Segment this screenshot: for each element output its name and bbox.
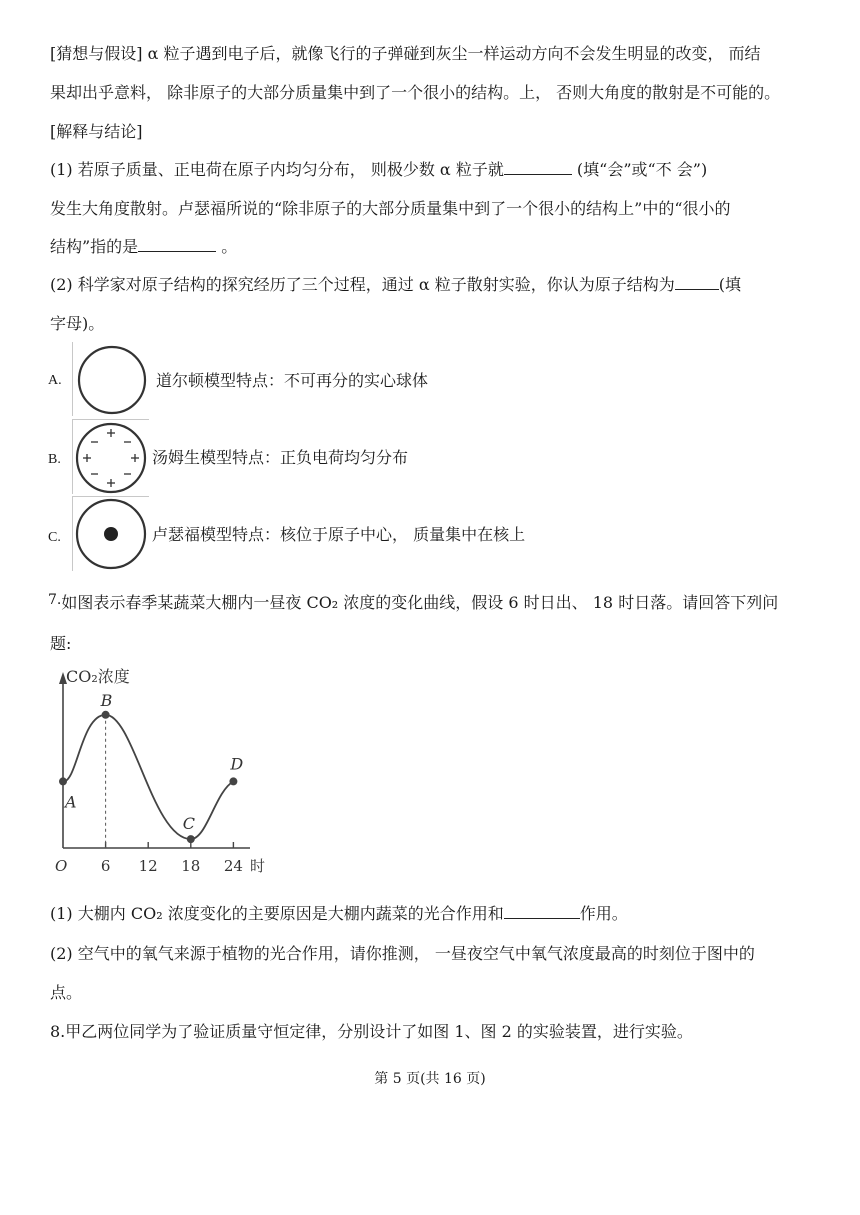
solid-sphere-model-icon xyxy=(72,342,149,416)
x-tick-label: 6 xyxy=(100,857,111,875)
x-tick-label: 24 xyxy=(223,857,243,875)
question-1-line-2: 发生大角度散射。卢瑟福所说的“除非原子的大部分质量集中到了一个很小的结构上”中的“很小的 xyxy=(50,199,731,218)
nuclear-model-icon xyxy=(72,496,149,571)
answer-blank-1[interactable] xyxy=(504,160,572,175)
co2-concentration-chart xyxy=(50,660,275,885)
question-2-line-1: (2) 科学家对原子结构的探究经历了三个过程，通过 α 粒子散射实验，你认为原子结构为 (填 xyxy=(50,275,741,294)
answer-blank-2[interactable] xyxy=(138,237,216,252)
question-7-2-line-2: 点。 xyxy=(50,983,83,1002)
question-7-line-2: 题: xyxy=(50,634,72,653)
answer-blank-4[interactable] xyxy=(504,904,580,919)
option-b-text: 汤姆生模型特点：正负电荷均匀分布 xyxy=(152,448,409,467)
option-a-letter: A. xyxy=(48,373,62,388)
question-7-number: 7. xyxy=(48,592,62,608)
question-7-line-1: 7.如图表示春季某蔬菜大棚内一昼夜 CO₂ 浓度的变化曲线，假设 6 时日出、 18 时日落。请回答下列问 xyxy=(48,592,779,612)
question-8-line: 8.甲乙两位同学为了验证质量守恒定律，分别设计了如图 1、图 2 的实验装置，进行实验。 xyxy=(50,1022,693,1041)
co2-curve xyxy=(63,715,233,839)
question-1-line-1 xyxy=(50,159,707,181)
y-axis-label: CO₂浓度 xyxy=(66,667,130,686)
hypothesis-line-2: 果却出乎意料， 除非原子的大部分质量集中到了一个很小的结构。上， 否则大角度的散射是不可能的。 xyxy=(50,83,781,102)
point-b xyxy=(102,711,110,719)
origin-label: O xyxy=(55,857,68,875)
option-a-text: 道尔顿模型特点：不可再分的实心球体 xyxy=(156,371,429,390)
question-7-2-line-1: (2) 空气中的氧气来源于植物的光合作用，请你推测， 一昼夜空气中氧气浓度最高的时刻位于图中的 xyxy=(50,944,755,963)
option-c-letter: C. xyxy=(48,530,61,545)
x-axis-label: 时 xyxy=(250,857,266,875)
question-1-text: (1) 若原子质量、正电荷在原子内均匀分布， 则极少数 α 粒子就 xyxy=(50,160,504,179)
question-1-hint: (填“会”或“不 会”) xyxy=(571,160,708,179)
point-c xyxy=(187,835,195,843)
point-label-a: A xyxy=(65,792,77,812)
point-d xyxy=(229,777,237,785)
question-1-line-3: 结构”指的是 。 xyxy=(50,237,238,256)
question-2-line-2: 字母)。 xyxy=(50,314,105,333)
point-label-b: B xyxy=(100,690,113,710)
page-footer: 第 5 页(共 16 页) xyxy=(374,1071,486,1087)
hypothesis-line-1: [猜想与假设] α 粒子遇到电子后，就像飞行的子弹碰到灰尘一样运动方向不会发生明显的改变， 而结 xyxy=(50,44,761,63)
point-label-d: D xyxy=(230,754,244,774)
option-b-letter: B. xyxy=(48,452,61,467)
answer-blank-3[interactable] xyxy=(675,275,719,290)
plum-pudding-model-icon xyxy=(72,419,149,494)
x-tick-label: 18 xyxy=(181,857,201,875)
option-c-text: 卢瑟福模型特点：核位于原子中心， 质量集中在核上 xyxy=(152,525,526,544)
question-7-1-line: (1) 大棚内 CO₂ 浓度变化的主要原因是大棚内蔬菜的光合作用和 作用。 xyxy=(50,904,628,923)
point-a xyxy=(59,777,67,785)
x-tick-label: 12 xyxy=(138,857,158,875)
point-label-c: C xyxy=(182,814,196,834)
conclusion-heading: [解释与结论] xyxy=(50,122,143,141)
